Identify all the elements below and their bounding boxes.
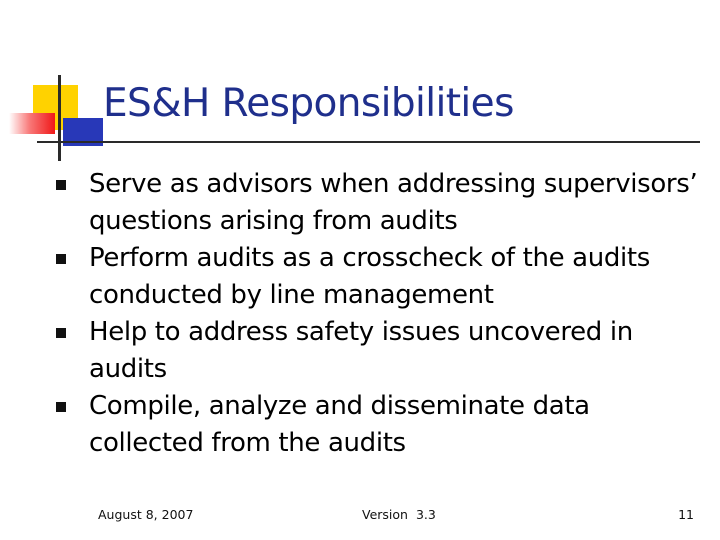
version-number: 3.3 <box>415 507 436 522</box>
footer-date: August 8, 2007 <box>98 507 194 522</box>
bullet-item <box>56 240 706 314</box>
square-bullet-icon <box>56 254 66 264</box>
bullet-item <box>56 388 706 462</box>
bullet-text: Serve as advisors when addressing supervisors’ questions arising from audits <box>89 169 698 236</box>
slide-title: ES&H Responsibilities <box>103 81 514 126</box>
title-underline-rule <box>60 141 700 143</box>
footer-version <box>362 507 436 523</box>
square-bullet-icon <box>56 180 66 190</box>
bullet-list <box>56 166 706 462</box>
bullet-item <box>56 166 706 240</box>
logo-vertical-line <box>58 75 61 161</box>
logo-red-gradient-bar <box>9 113 55 134</box>
version-label: Version <box>362 507 408 522</box>
bullet-text: Perform audits as a crosscheck of the audits conducted by line management <box>89 243 650 310</box>
square-bullet-icon <box>56 328 66 338</box>
bullet-text: Help to address safety issues uncovered in audits <box>89 317 633 384</box>
footer-page-number: 11 <box>678 507 694 522</box>
square-bullet-icon <box>56 402 66 412</box>
bullet-text: Compile, analyze and disseminate data collected from the audits <box>89 391 590 458</box>
bullet-item <box>56 314 706 388</box>
